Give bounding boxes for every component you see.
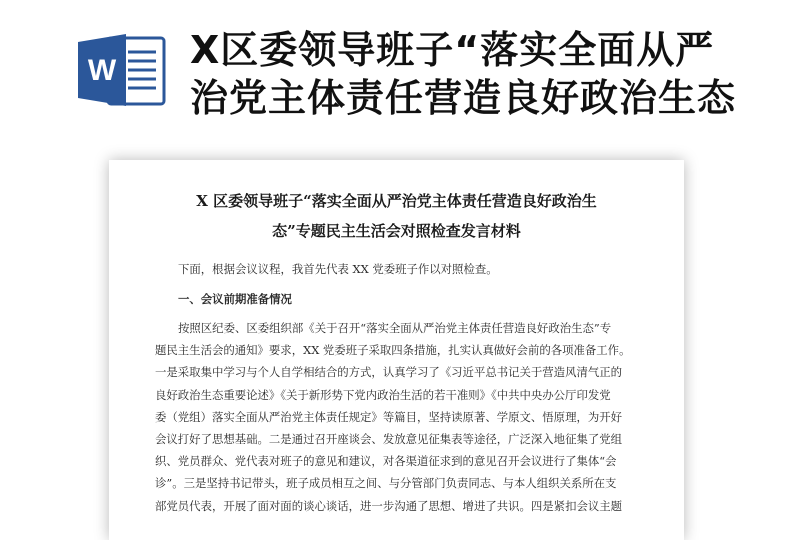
- body-line: 会议打好了思想基础。二是通过召开座谈会、发放意见征集表等途径，广泛深入地征集了党组: [155, 432, 623, 447]
- body-line: 题民主生活会的通知》要求，XX 党委班子采取四条措施，扎实认真做好会前的各项准备工作。: [155, 343, 631, 358]
- body-line: 委（党组）落实全面从严治党主体责任规定》等篇目，坚持读原著、学原文、悟原理，为开好: [155, 409, 623, 424]
- header: [0, 0, 800, 150]
- page-title-line-1: X区委领导班子“落实全面从严: [190, 28, 715, 72]
- body-line: 一是采取集中学习与个人自学相结合的方式，认真学习了《习近平总书记关于营造风清气正的: [155, 365, 623, 380]
- body-paragraph: [155, 317, 660, 517]
- document-title-line-2: 态”专题民主生活会对照检查发言材料: [272, 222, 521, 240]
- section-heading: 一、会议前期准备情况: [178, 292, 292, 306]
- svg-text:W: W: [87, 54, 117, 87]
- intro-paragraph: 下面，根据会议议程，我首先代表 XX 党委班子作以对照检查。: [178, 262, 498, 276]
- body-line: 诊”。三是坚持书记带头，班子成员相互之间、与分管部门负责同志、与本人组织关系所在支: [155, 476, 617, 491]
- body-line: 良好政治生态重要论述》《关于新形势下党内政治生活的若干准则》《中共中央办公厅印发党: [155, 387, 611, 402]
- page-title-line-2: 治党主体责任营造良好政治生态: [190, 76, 737, 120]
- word-icon: [74, 30, 170, 110]
- page-title: [190, 26, 790, 122]
- document-title: [139, 186, 654, 246]
- body-line: 织、党员群众、党代表对班子的意见和建议，对各渠道征求到的意见召开会议进行了集体“会: [155, 454, 617, 469]
- document-title-line-1: X 区委领导班子“落实全面从严治党主体责任营造良好政治生: [196, 192, 597, 210]
- body-line: 按照区纪委、区委组织部《关于召开“落实全面从严治党主体责任营造良好政治生态”专: [178, 321, 612, 335]
- document-page: [109, 160, 684, 540]
- body-line: 部党员代表，开展了面对面的谈心谈话，进一步沟通了思想、增进了共识。四是紧扣会议主题: [155, 498, 623, 513]
